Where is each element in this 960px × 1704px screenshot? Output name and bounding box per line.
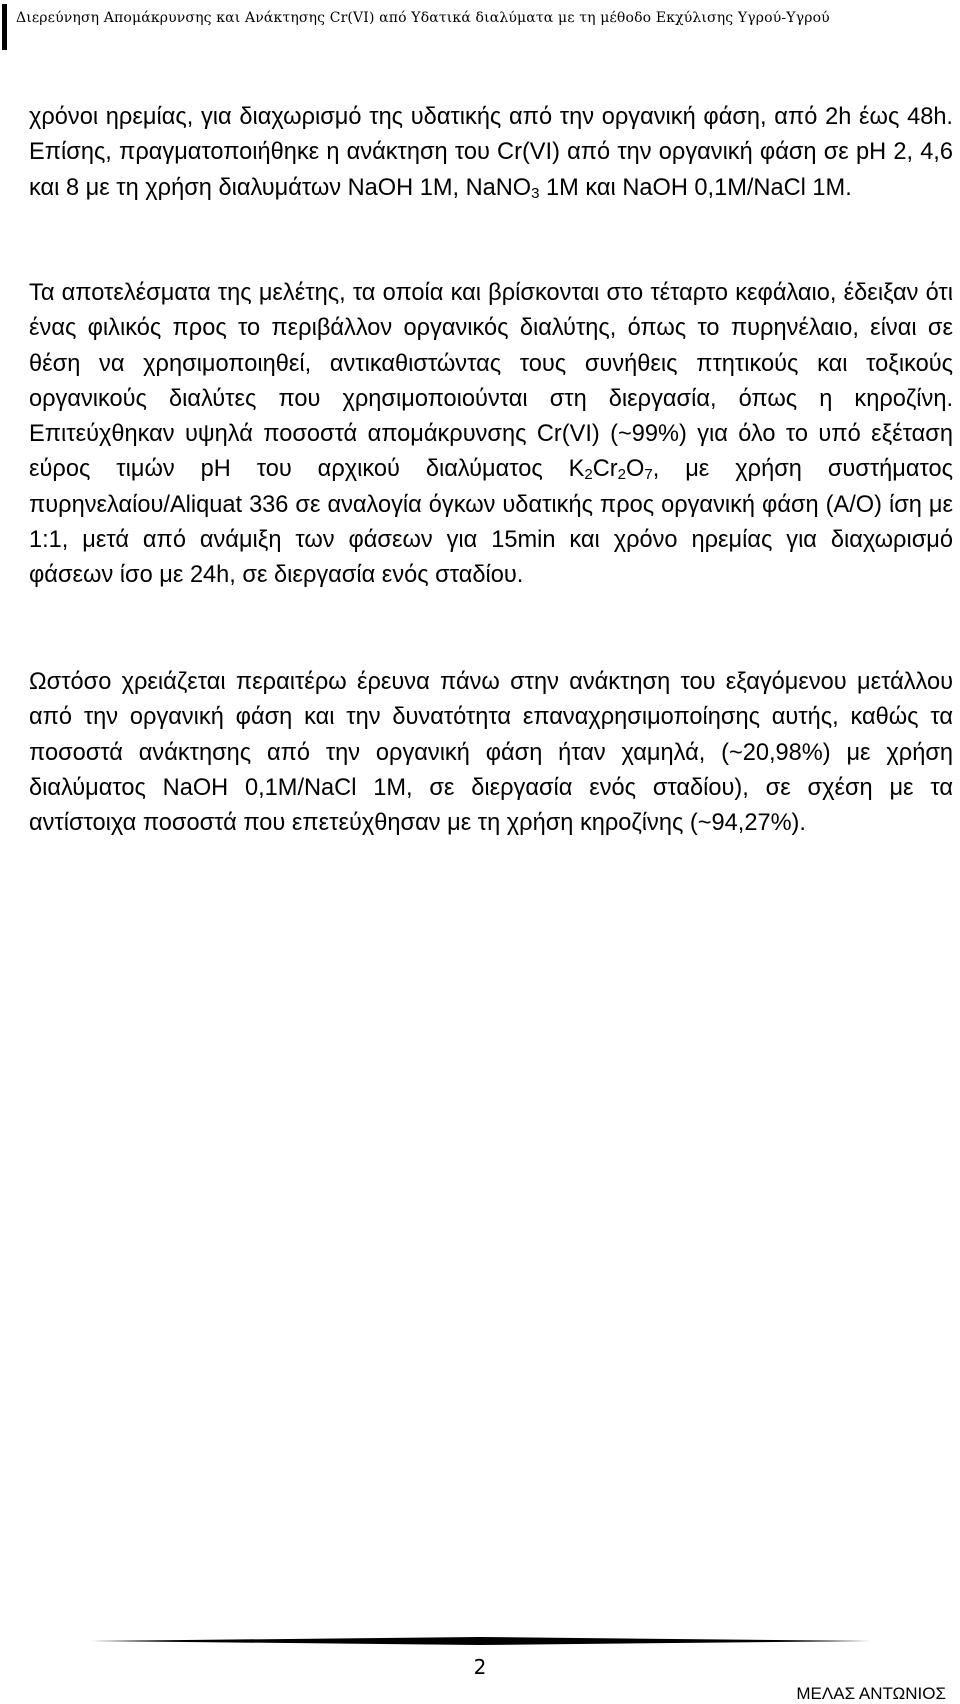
paragraph-1-text [29,100,953,206]
subscript-no3: 3 [531,184,540,202]
paragraph-2 [29,276,953,594]
paragraph-1-part-b: 1M και NaOH 0,1M/NaCl 1M. [539,174,852,201]
page-number: 2 [473,1655,487,1679]
paragraph-2-part-d: , με χρήση συστήματος πυρηνελαίου/Aliquat 336 σε αναλογία όγκων υδατικής προς οργανική φάση (A/O) ίση με 1:1, μετά από ανάμιξη των φάσεων για 15min και χρόνο ηρεμίας για διαχωρισμό φάσεων ίσο με 24h, σε διεργασία ενός σταδίου. [29,456,954,589]
page-header [0,0,960,48]
subscript-k2: 2 [584,466,593,484]
paragraph-3 [29,665,953,841]
footer-divider [90,1636,870,1646]
paragraph-2-part-c: O [626,456,645,483]
paragraph-2-part-a: Τα αποτελέσματα της μελέτης, τα οποία και βρίσκονται στο τέταρτο κεφάλαιο, έδειξαν ότι ένας φιλικός προς το περιβάλλον οργανικός διαλύτης, όπως το πυρηνέλαιο, είναι σε θέση να χρησιμοποιηθεί, αντικαθιστώντας τους συνήθεις πτητικούς και τοξικούς οργανικούς διαλύτες που χρησιμοποιούνται στη διεργασία, όπως η κηροζίνη. Επιτεύχθηκαν υψηλά ποσοστά απομάκρυνσης Cr(VI) (~99%) για όλο το υπό εξέταση εύρος τιμών pH του αρχικού διαλύματος K [29,280,953,483]
running-title: Διερεύνηση Απομάκρυνσης και Ανάκτησης Cr(VI) από Υδατικά διαλύματα με τη μέθοδο Εκχύλισης Υγρού-Υγρού [16,10,830,26]
author-name: ΜΕΛΑΣ ΑΝΤΩΝΙΟΣ [796,1684,946,1703]
paragraph-2-part-b: Cr [592,456,618,483]
paragraph-2-text [29,276,953,594]
subscript-cr2: 2 [617,466,626,484]
paragraph-1-part-a: χρόνοι ηρεμίας, για διαχωρισμό της υδατικής από την οργανική φάση, από 2h έως 48h. Επίσης, πραγματοποιήθηκε η ανάκτηση του Cr(VI) από την οργανική φάση σε pH 2, 4,6 και 8 με τη χρήση διαλυμάτων NaOH 1M, NaNO [29,104,953,201]
paragraph-1 [29,100,953,206]
paragraph-3-text: Ωστόσο χρειάζεται περαιτέρω έρευνα πάνω στην ανάκτηση του εξαγόμενου μετάλλου από την οργανική φάση και την δυνατότητα επαναχρησιμοποίησης αυτής, καθώς τα ποσοστά ανάκτησης από την οργανική φάση ήταν χαμηλά, (~20,98%) με χρήση διαλύματος NaOH 0,1M/NaCl 1M, σε διεργασία ενός σταδίου), σε σχέση με τα αντίστοιχα ποσοστά που επετεύχθησαν με τη χρήση κηροζίνης (~94,27%). [29,669,953,837]
subscript-o7: 7 [644,466,653,484]
header-accent-bar [2,4,7,50]
